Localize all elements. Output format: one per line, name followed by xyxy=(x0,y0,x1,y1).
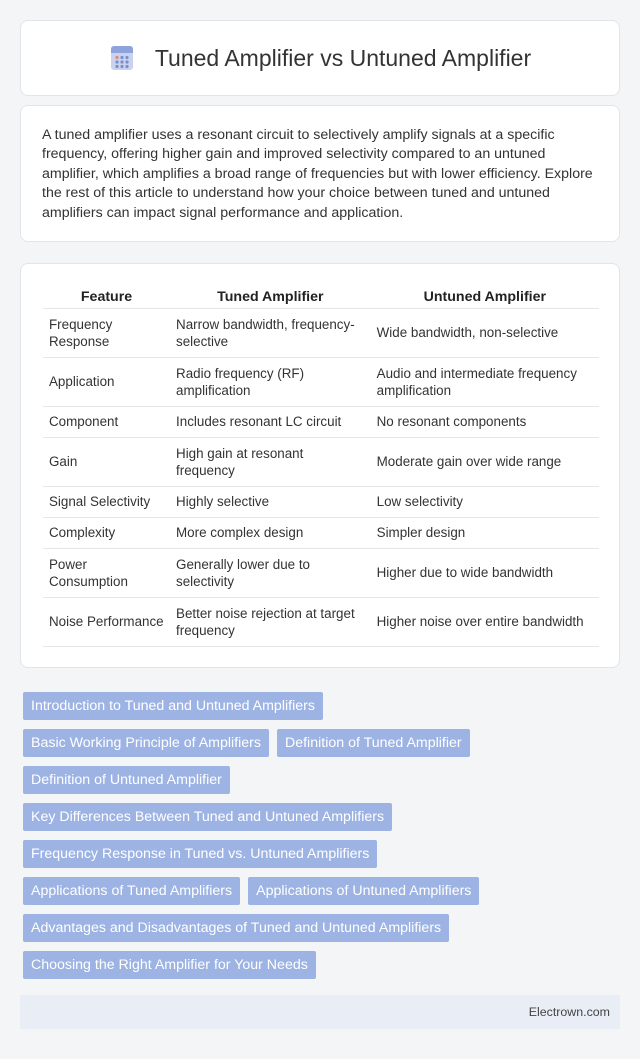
table-row xyxy=(43,487,599,518)
link-row xyxy=(23,729,623,757)
cell-tuned: More complex design xyxy=(170,518,371,549)
cell-feature: Complexity xyxy=(43,518,170,549)
link-choosing-amplifier[interactable]: Choosing the Right Amplifier for Your Needs xyxy=(23,951,316,979)
link-advantages-disadvantages[interactable]: Advantages and Disadvantages of Tuned and Untuned Amplifiers xyxy=(23,914,449,942)
table-row xyxy=(43,518,599,549)
header-feature: Feature xyxy=(43,286,170,309)
cell-feature: Power Consumption xyxy=(43,549,170,598)
cell-tuned: Generally lower due to selectivity xyxy=(170,549,371,598)
table-header-row xyxy=(43,286,599,309)
page-title: Tuned Amplifier vs Untuned Amplifier xyxy=(154,44,532,71)
cell-untuned: Higher due to wide bandwidth xyxy=(371,549,599,598)
cell-feature: Gain xyxy=(43,438,170,487)
link-row xyxy=(23,692,623,720)
cell-feature: Application xyxy=(43,358,170,407)
intro-section xyxy=(20,105,620,242)
header-untuned: Untuned Amplifier xyxy=(371,286,599,309)
header-tuned: Tuned Amplifier xyxy=(170,286,371,309)
link-applications-untuned[interactable]: Applications of Untuned Amplifiers xyxy=(248,877,479,905)
table-row xyxy=(43,598,599,647)
link-key-differences[interactable]: Key Differences Between Tuned and Untuned Amplifiers xyxy=(23,803,392,831)
table-row xyxy=(43,438,599,487)
link-row xyxy=(23,766,623,794)
cell-untuned: Simpler design xyxy=(371,518,599,549)
link-frequency-response[interactable]: Frequency Response in Tuned vs. Untuned Amplifiers xyxy=(23,840,377,868)
cell-untuned: Moderate gain over wide range xyxy=(371,438,599,487)
calculator-icon xyxy=(109,45,135,71)
link-row xyxy=(23,877,623,905)
topic-links xyxy=(23,692,623,988)
intro-text: A tuned amplifier uses a resonant circuit to selectively amplify signals at a specific frequency, offering higher gain and improved selectivity compared to an untuned amplifier, which amplifies a broad range of frequencies but with lower efficiency. Explore the rest of this article to understand how your choice between tuned and untuned amplifiers can impact signal performance and application. xyxy=(42,127,593,221)
cell-tuned: Radio frequency (RF) amplification xyxy=(170,358,371,407)
link-row xyxy=(23,840,623,868)
footer xyxy=(20,995,620,1029)
cell-untuned: Higher noise over entire bandwidth xyxy=(371,598,599,647)
cell-untuned: No resonant components xyxy=(371,407,599,438)
cell-untuned: Audio and intermediate frequency amplification xyxy=(371,358,599,407)
link-introduction[interactable]: Introduction to Tuned and Untuned Amplifiers xyxy=(23,692,323,720)
link-definition-tuned[interactable]: Definition of Tuned Amplifier xyxy=(277,729,470,757)
cell-tuned: Includes resonant LC circuit xyxy=(170,407,371,438)
link-basic-working-principle[interactable]: Basic Working Principle of Amplifiers xyxy=(23,729,269,757)
link-applications-tuned[interactable]: Applications of Tuned Amplifiers xyxy=(23,877,240,905)
link-row xyxy=(23,951,623,979)
link-row xyxy=(23,803,623,831)
link-row xyxy=(23,914,623,942)
cell-tuned: Better noise rejection at target frequency xyxy=(170,598,371,647)
cell-untuned: Low selectivity xyxy=(371,487,599,518)
table-row xyxy=(43,407,599,438)
comparison-table xyxy=(43,286,599,647)
cell-tuned: Highly selective xyxy=(170,487,371,518)
table-row xyxy=(43,549,599,598)
table-row xyxy=(43,309,599,358)
footer-site[interactable]: Electrown.com xyxy=(528,1005,610,1019)
cell-tuned: High gain at resonant frequency xyxy=(170,438,371,487)
comparison-card xyxy=(20,263,620,668)
cell-feature: Component xyxy=(43,407,170,438)
cell-untuned: Wide bandwidth, non-selective xyxy=(371,309,599,358)
cell-feature: Frequency Response xyxy=(43,309,170,358)
cell-tuned: Narrow bandwidth, frequency-selective xyxy=(170,309,371,358)
link-definition-untuned[interactable]: Definition of Untuned Amplifier xyxy=(23,766,230,794)
table-row xyxy=(43,358,599,407)
page-header xyxy=(20,20,620,96)
cell-feature: Noise Performance xyxy=(43,598,170,647)
cell-feature: Signal Selectivity xyxy=(43,487,170,518)
